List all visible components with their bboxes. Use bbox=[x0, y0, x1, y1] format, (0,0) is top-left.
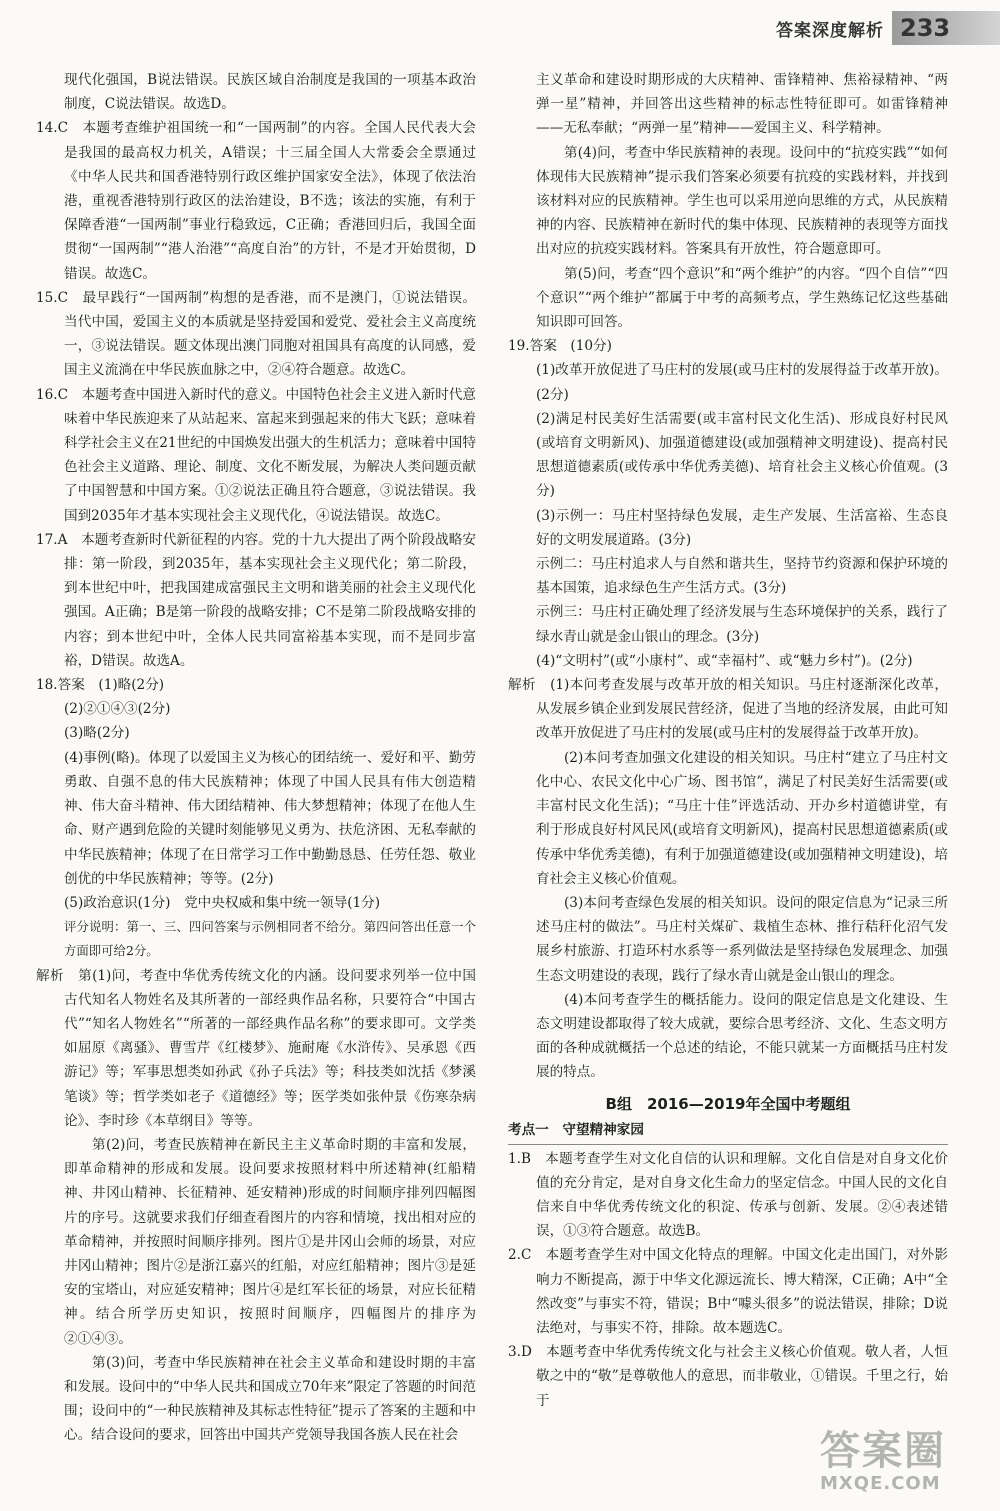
analysis-19-3: (3)本问考查绿色发展的相关知识。设问的限定信息为“记录三所述马庄村的做法”。马庄村关煤矿、栽植生态林、推行秸秆化沼气发展乡村旅游、打造环村水系等一系列做法是坚持绿色发展理念、加强生态文明建设的表现，践行了绿水青山就是金山银山的理念。 bbox=[536, 894, 948, 984]
paragraph: 主义革命和建设时期形成的大庆精神、雷锋精神、焦裕禄精神、“两弹一星”精神，并回答出这些精神的标志性特征即可。如雷锋精神——无私奉献；“两弹一星”精神——爱国主义、科学精神。 bbox=[536, 72, 948, 137]
answer-b1: 1.B 本题考查学生对文化自信的认识和理解。文化自信是对自身文化价值的充分肯定，是对自身文化生命力的坚定信念。中国人民的文化自信来自中华优秀传统文化的积淀、传承与创新、发展。②④表述错误，①③符合题意。故选B。 bbox=[508, 1150, 948, 1240]
analysis-2: 第(2)问，考查民族精神在新民主主义革命时期的丰富和发展，即革命精神的形成和发展。设问要求按照材料中所述精神(红船精神、井冈山精神、长征精神、延安精神)形成的时间顺序排列四幅图片的序号。这就要求我们仔细查看图片的内容和情境，找出相对应的革命精神，并按照时间顺序排列。图片①是井冈山会师的场景，对应井冈山精神；图片②是浙江嘉兴的红船，对应红船精神；图片③是延安的宝塔山，对应延安精神；图片④是红军长征的场景，对应长征精神。结合所学历史知识，按照时间顺序，四幅图片的排序为②①④③。 bbox=[64, 1136, 476, 1347]
answer-18-2: (2)②①④③(2分) bbox=[64, 701, 171, 718]
answer-18-head: 18.答案 (1)略(2分) bbox=[36, 677, 165, 694]
analysis-19-1: 解析 (1)本问考查发展与改革开放的相关知识。马庄村逐渐深化改革，从发展乡镇企业到发展民营经济，促进了当地的经济发展，由此可知改革开放促进了马庄村的发展(或马庄村的发展得益于改革开放)。 bbox=[508, 677, 948, 742]
answer-18-3: (3)略(2分) bbox=[64, 725, 130, 742]
answer-19-1: (1)改革开放促进了马庄村的发展(或马庄村的发展得益于改革开放)。(2分) bbox=[536, 362, 948, 403]
analysis-19-4: (4)本问考查学生的概括能力。设问的限定信息是文化建设、生态文明建设都取得了较大成就，要综合思考经济、文化、生态文明方面的各种成就概括一个总述的结论，不能只就某一方面概括马庄村发展的特点。 bbox=[536, 991, 948, 1081]
analysis-19-2: (2)本问考查加强文化建设的相关知识。马庄村“建立了马庄村文化中心、农民文化中心广场、图书馆”，满足了村民美好生活需要(或丰富村民文化生活)；“马庄十佳”评选活动、开办乡村道德讲堂，有利于形成良好村风民风(或培育文明新风)，提高村民思想道德素质(或传承中华优秀美德)，有利于加强道德建设(或加强精神文明建设)，培育社会主义核心价值观。 bbox=[536, 749, 948, 887]
analysis-1: 解析 第(1)问，考查中华优秀传统文化的内涵。设问要求列举一位中国古代知名人物姓名及其所著的一部经典作品名称，只要符合“中国古代”“知名人物姓名”“所著的一部经典作品名称”的要求即可。文学类如屈原《离骚》、曹雪芹《红楼梦》、施耐庵《水浒传》、吴承恩《西游记》等；军事思想类如孙武《孙子兵法》等；科技类如沈括《梦溪笔谈》等；哲学类如老子《道德经》等；医学类如张仲景《伤寒杂病论》、李时珍《本草纲目》等等。 bbox=[36, 967, 476, 1129]
watermark-bottom: MXQE.COM bbox=[820, 1473, 941, 1494]
page-number: 233 bbox=[892, 11, 1000, 45]
answer-19-head: 19.答案 (10分) bbox=[508, 338, 612, 355]
left-column bbox=[36, 68, 476, 1448]
answer-15: 15.C 最早践行“一国两制”构想的是香港，而不是澳门，①说法错误。当代中国，爱国主义的本质就是坚持爱国和爱党、爱社会主义高度统一，③说法错误。题文体现出澳门同胞对祖国具有高度的认同感，爱国主义流淌在中华民族血脉之中，②④符合题意。故选C。 bbox=[36, 289, 476, 379]
analysis-4: 第(4)问，考查中华民族精神的表现。设问中的“抗疫实践”“如何体现伟大民族精神”提示我们答案必须要有抗疫的实践材料，并找到该材料对应的民族精神。学生也可以采用逆向思维的方式，从民族精神的内容、民族精神在新时代的集中体现、民族精神的表现等方面找出对应的抗疫实践材料。答案具有开放性，符合题意即可。 bbox=[536, 144, 948, 258]
answer-19-3c: 示例三：马庄村正确处理了经济发展与生态环境保护的关系，践行了绿水青山就是金山银山的理念。(3分) bbox=[536, 604, 948, 645]
answer-19-3a: (3)示例一：马庄村坚持绿色发展，走生产发展、生活富裕、生态良好的文明发展道路。(3分) bbox=[536, 507, 948, 548]
watermark-logo bbox=[820, 1429, 990, 1501]
answer-16: 16.C 本题考查中国进入新时代的意义。中国特色社会主义进入新时代意味着中华民族迎来了从站起来、富起来到强起来的伟大飞跃；意味着科学社会主义在21世纪的中国焕发出强大的生机活力；意味着中国特色社会主义道路、理论、制度、文化不断发展，为解决人类问题贡献了中国智慧和中国方案。①②说法正确且符合题意，③说法错误。我国到2035年才基本实现社会主义现代化，④说法错误。故选C。 bbox=[36, 386, 476, 524]
answer-19-2: (2)满足村民美好生活需要(或丰富村民文化生活)、形成良好村民风(或培育文明新风)、加强道德建设(或加强精神文明建设)、提高村民思想道德素质(或传承中华优秀美德)、培育社会主义核心价值观。(3分) bbox=[536, 410, 948, 500]
section-title: B组 2016—2019年全国中考题组 bbox=[605, 1094, 851, 1113]
answer-14: 14.C 本题考查维护祖国统一和“一国两制”的内容。全国人民代表大会是我国的最高权力机关，A错误；十三届全国人大常委会全票通过《中华人民共和国香港特别行政区维护国家安全法》，体现了依法治港，重视香港特别行政区的法治建设，B不选；该法的实施，有利于保障香港“一国两制”事业行稳致远，C正确；香港回归后，我国全面贯彻“一国两制”“港人治港”“高度自治”的方针，不是才开始贯彻，D错误。故选C。 bbox=[36, 120, 476, 282]
watermark-top: 答案圈 bbox=[820, 1428, 946, 1474]
right-column bbox=[508, 68, 948, 1413]
answer-19-4: (4)“文明村”(或“小康村”、或“幸福村”、或“魅力乡村”)。(2分) bbox=[536, 652, 913, 669]
paragraph: 现代化强国，B说法错误。民族区域自治制度是我国的一项基本政治制度，C说法错误。故选D。 bbox=[64, 72, 476, 113]
answer-b2: 2.C 本题考查学生对中国文化特点的理解。中国文化走出国门，对外影响力不断提高，源于中华文化源远流长、博大精深，C正确；A中“全然改变”与事实不符，错误；B中“噱头很多”的说法错误，排除；D说法绝对，与事实不符，排除。故本题选C。 bbox=[508, 1247, 948, 1336]
answer-19-3b: 示例二：马庄村追求人与自然和谐共生，坚持节约资源和保护环境的基本国策，追求绿色生产生活方式。(3分) bbox=[536, 556, 948, 597]
page-header bbox=[700, 8, 1000, 48]
scoring-note: 评分说明：第一、三、四问答案与示例相同者不给分。第四问答出任意一个方面即可给2分。 bbox=[64, 919, 476, 959]
answer-b3: 3.D 本题考查中华优秀传统文化与社会主义核心价值观。敬人者，人恒敬之中的“敬”是尊敬他人的意思，而非敬业，①错误。千里之行，始于 bbox=[508, 1344, 948, 1409]
answer-18-5: (5)政治意识(1分) 党中央权威和集中统一领导(1分) bbox=[64, 894, 381, 911]
kaodian-heading: 考点一 守望精神家园 bbox=[508, 1118, 948, 1145]
answer-18-4: (4)事例(略)。体现了以爱国主义为核心的团结统一、爱好和平、勤劳勇敢、自强不息的伟大民族精神；体现了中国人民具有伟大创造精神、伟大奋斗精神、伟大团结精神、伟大梦想精神；体现了在他人生命、财产遇到危险的关键时刻能够见义勇为、扶危济困、无私奉献的中华民族精神；体现了在日常学习工作中勤勤恳恳、任劳任怨、敬业创优的中华民族精神；等等。(2分) bbox=[64, 749, 476, 887]
answer-17: 17.A 本题考查新时代新征程的内容。党的十九大提出了两个阶段战略安排：第一阶段，到2035年，基本实现社会主义现代化；第二阶段，到本世纪中叶，把我国建成富强民主文明和谐美丽的社会主义现代化强国。A正确；B是第一阶段的战略安排；C不是第二阶段战略安排的内容；到本世纪中叶，全体人民共同富裕基本实现，而不是同步富裕，D错误。故选A。 bbox=[36, 531, 476, 669]
analysis-5: 第(5)问，考查“四个意识”和“两个维护”的内容。“四个自信”“四个意识”“两个维护”都属于中考的高频考点，学生熟练记忆这些基础知识即可回答。 bbox=[536, 265, 948, 331]
header-title: 答案深度解析 bbox=[776, 20, 884, 41]
analysis-3: 第(3)问，考查中华民族精神在社会主义革命和建设时期的丰富和发展。设问中的“中华人民共和国成立70年来”限定了答题的时间范围；设问中的“一种民族精神及其标志性特征”提示了答案的主题和中心。结合设问的要求，回答出中国共产党领导我国各族人民在社会 bbox=[64, 1354, 476, 1444]
